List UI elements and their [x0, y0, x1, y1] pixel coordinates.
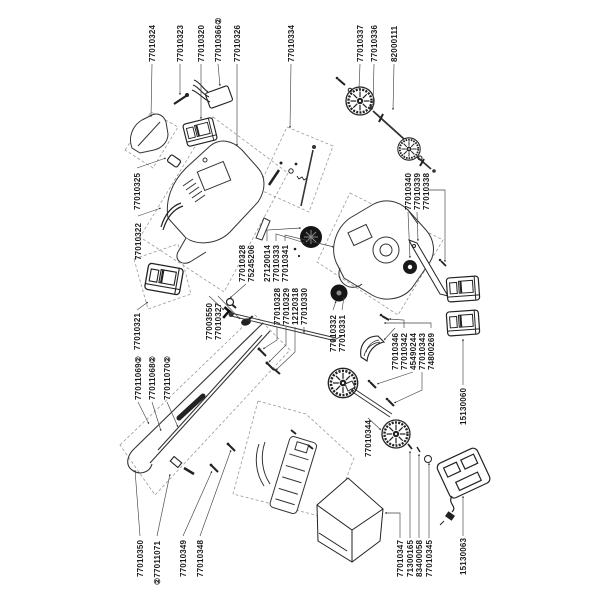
leader-line-14 — [267, 228, 301, 241]
part-label-44: 83400058 — [415, 539, 424, 577]
part-label-4: 77010326 — [233, 24, 242, 62]
leader-line-29 — [389, 319, 404, 328]
leader-line-8 — [393, 64, 394, 110]
handle-grip — [179, 396, 203, 418]
part-label-21: 77010332 — [329, 314, 338, 352]
leader-line-5 — [290, 64, 291, 128]
wheel-hub-part — [403, 260, 417, 274]
grass-bag-part — [317, 478, 383, 562]
part-label-26: 77011068② — [148, 355, 157, 400]
part-label-25: 77011069② — [134, 355, 143, 400]
part-label-11: 77010321 — [133, 312, 142, 350]
blade-adapter-part — [331, 285, 348, 302]
leader-line-40 — [183, 471, 212, 536]
leader-line-42 — [385, 513, 400, 538]
part-label-43: 71300165 — [406, 539, 415, 577]
part-label-46: 15130063 — [459, 537, 468, 575]
charger-part — [436, 447, 492, 525]
part-label-33: 77010340 — [404, 172, 413, 210]
part-label-39: ②77011071 — [153, 540, 162, 585]
part-label-41: 77010348 — [196, 539, 205, 577]
part-label-45: 77010345 — [425, 539, 434, 577]
part-label-15: 77010333 — [272, 244, 281, 282]
part-label-20: 77010330 — [300, 287, 309, 325]
part-label-27: 77011070② — [163, 355, 172, 400]
motor-cover-part — [130, 114, 168, 153]
part-label-0: 77010324 — [148, 24, 157, 62]
rod-bolts — [258, 348, 281, 375]
part-label-14: 27120014 — [263, 244, 272, 282]
part-label-32: 74800269 — [427, 332, 436, 370]
leader-line-19 — [276, 327, 295, 370]
part-label-23: 77003550 — [205, 302, 214, 340]
leader-line-32 — [384, 323, 431, 328]
part-label-22: 77010331 — [338, 314, 347, 352]
motor-fan-part — [294, 226, 322, 257]
part-label-10: 77010322 — [134, 222, 143, 260]
leader-line-41 — [200, 450, 231, 536]
screw-icon — [174, 93, 189, 104]
part-label-12: 77010328 — [238, 244, 247, 282]
part-label-38: 77010350 — [136, 539, 145, 577]
part-label-42: 77010347 — [396, 539, 405, 577]
rear-door-part — [256, 430, 317, 515]
part-label-24: 77010327 — [214, 302, 223, 340]
part-label-37: 77010344 — [364, 419, 373, 457]
part-label-35: 77010338 — [422, 172, 431, 210]
part-label-18: 77010329 — [282, 287, 291, 325]
leader-line-11 — [137, 302, 148, 310]
leader-line-30 — [377, 372, 413, 384]
leader-line-3 — [218, 64, 220, 86]
part-label-19: 12120318 — [291, 287, 300, 325]
part-label-31: 77010343 — [418, 332, 427, 370]
part-label-36: 15130060 — [459, 387, 468, 425]
part-label-7: 77010336 — [370, 24, 379, 62]
leader-line-25 — [138, 402, 149, 424]
part-label-29: 77010342 — [400, 332, 409, 370]
connector-part — [192, 80, 233, 109]
part-label-17: 77010328 — [273, 287, 282, 325]
part-label-9: 77010325 — [133, 172, 142, 210]
leader-line-39 — [157, 474, 170, 536]
leader-line-38 — [135, 470, 140, 536]
part-label-3: 77010366② — [214, 17, 223, 62]
mulch-plug-part — [361, 336, 384, 361]
leader-line-12 — [230, 284, 246, 298]
part-label-1: 77010323 — [176, 24, 185, 62]
part-label-5: 77010334 — [287, 24, 296, 62]
part-label-8: 82000111 — [390, 25, 399, 62]
part-label-16: 77010341 — [281, 244, 290, 282]
leader-line-9 — [137, 158, 166, 168]
leader-line-21 — [333, 301, 336, 310]
part-label-13: 75245206 — [247, 244, 256, 282]
part-label-28: 77010346 — [391, 332, 400, 370]
part-label-30: 45490244 — [409, 332, 418, 370]
part-label-6: 77010337 — [356, 24, 365, 62]
axle-hardware — [336, 77, 436, 173]
part-label-2: 77010320 — [197, 24, 206, 62]
clip-part — [167, 154, 181, 167]
rear-axle-part — [345, 381, 392, 417]
part-label-34: 77010339 — [413, 172, 422, 210]
small-hardware — [408, 444, 432, 463]
leader-line-0 — [151, 64, 152, 117]
part-label-40: 77010349 — [179, 539, 188, 577]
leader-line-6 — [359, 64, 360, 89]
